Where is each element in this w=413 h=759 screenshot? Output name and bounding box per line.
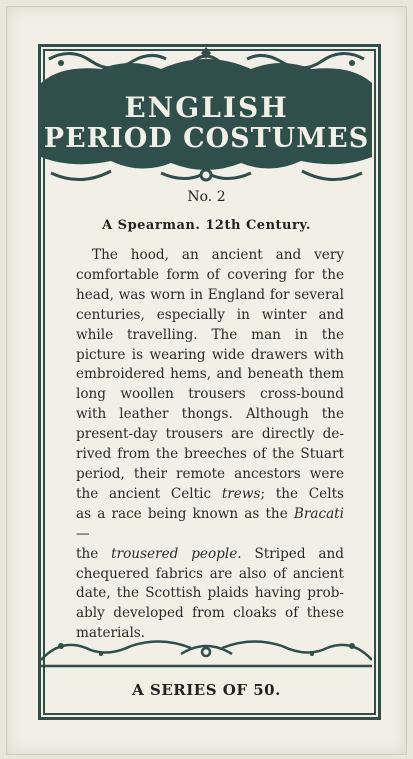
text-segment: the — [76, 545, 112, 562]
italic-term-trousered-people: trousered people — [111, 545, 238, 562]
text-line: picture is wearing wide drawers with — [76, 346, 344, 363]
bottom-scroll-icon — [41, 634, 372, 670]
text-line: present-day trousers are directly de- — [76, 426, 344, 443]
text-line: materials. — [76, 625, 146, 642]
text-line: long woollen trousers cross-bound — [76, 386, 344, 403]
text-line: head, was worn in England for several — [76, 286, 344, 303]
text-segment: as a race being known as the — [76, 505, 294, 522]
text-segment: — — [76, 525, 90, 542]
italic-term-bracati: Bracati — [293, 505, 344, 522]
text-line: embroidered hems, and beneath them — [76, 366, 344, 383]
card-subtitle: A Spearman. 12th Century. — [102, 218, 311, 233]
text-line — [76, 505, 344, 545]
text-line — [76, 545, 344, 565]
card-number: No. 2 — [187, 189, 226, 205]
text-line: period, their remote ancestors were — [76, 465, 344, 482]
card-description — [76, 246, 344, 644]
text-line: chequered fabrics are also of ancient — [76, 565, 344, 582]
series-label: A SERIES OF 50. — [132, 681, 281, 699]
text-segment: . Striped and — [237, 545, 344, 562]
text-line: comfortable form of covering for the — [76, 266, 344, 283]
text-segment: the ancient Celtic — [76, 485, 222, 502]
text-line: ably developed from cloaks of these — [76, 605, 344, 622]
title-line-english: ENGLISH — [124, 91, 289, 124]
text-line: The hood, an ancient and very — [92, 247, 344, 263]
text-line: with leather thongs. Although the — [76, 406, 344, 423]
text-line: date, the Scottish plaids having prob- — [76, 585, 344, 602]
italic-term-trews: trews — [221, 485, 261, 502]
bottom-ornament — [41, 634, 372, 670]
title-line-period-costumes: PERIOD COSTUMES — [43, 123, 370, 154]
text-line — [76, 485, 344, 505]
text-line: centuries, especially in winter and — [76, 306, 344, 323]
text-segment: ; the Celts — [260, 485, 345, 502]
text-line: while travelling. The man in the — [76, 326, 344, 343]
text-line: rived from the breeches of the Stuart — [76, 446, 344, 463]
